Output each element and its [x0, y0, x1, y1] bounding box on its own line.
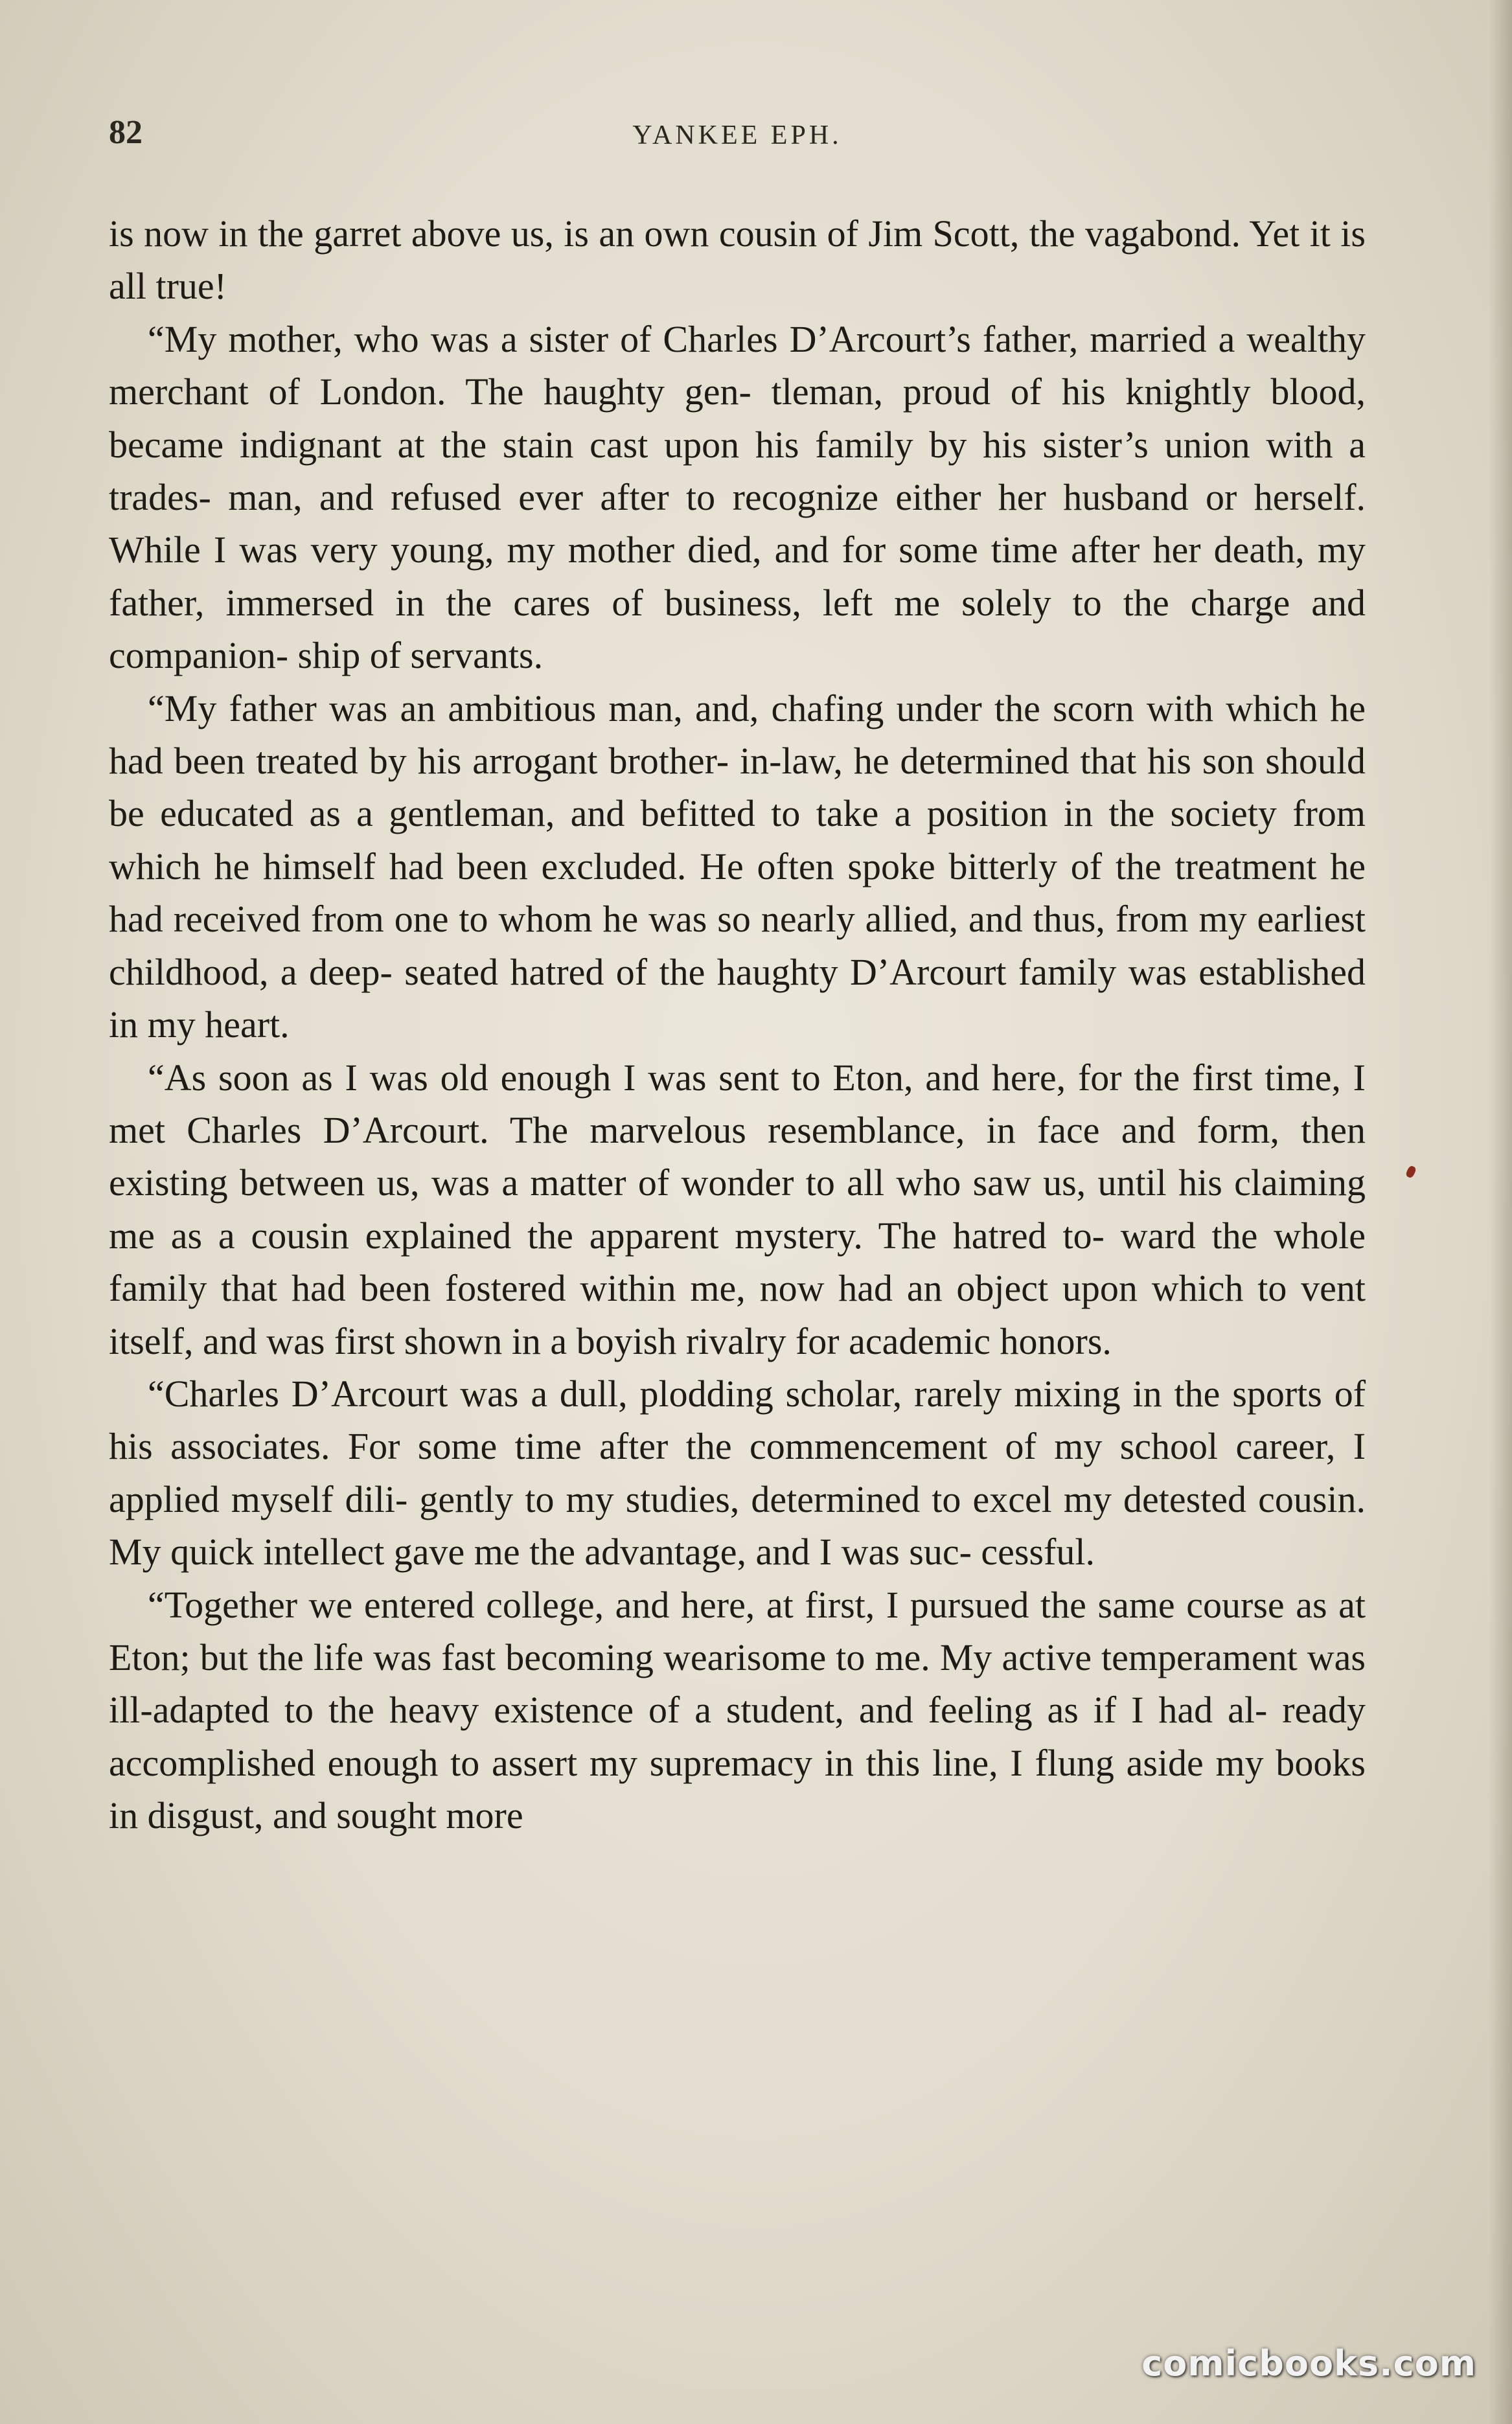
- text-line: the heavy existence of a student, and feeling as if I had al-: [328, 1689, 1268, 1732]
- text-line: which he himself had been excluded. He often spoke bitterly: [109, 845, 1058, 887]
- ink-speck: [1405, 1165, 1417, 1178]
- text-line: tleman, proud of his knightly blood, became indignant at the: [109, 371, 1366, 466]
- text-line: in a boyish rivalry for academic honors.: [511, 1320, 1112, 1362]
- paragraph: [109, 207, 1366, 313]
- text-line: seated hatred of the haughty D’Arcourt family was established: [404, 950, 1366, 993]
- text-line: cessful.: [981, 1531, 1095, 1573]
- text-line: ward the whole family that had been fostered within me, now: [109, 1214, 1366, 1310]
- text-line: in-law, he determined that his son should be educated as a: [109, 740, 1366, 835]
- text-line: as a cousin explained the apparent mystery. The hatred to-: [170, 1214, 1105, 1257]
- text-line: resemblance, in face and form, then existing between us, was: [109, 1108, 1366, 1204]
- text-line: in my heart.: [109, 1003, 290, 1046]
- text-line: of the treatment he had received from one to whom he was: [109, 845, 1366, 941]
- text-line: ready accomplished enough to assert my supremacy in this: [109, 1689, 1366, 1784]
- text-line: the commencement of my school career, I applied myself dili-: [109, 1425, 1366, 1520]
- text-line: is now in the garret above us, is an own cousin of Jim Scott,: [109, 212, 1020, 255]
- paragraph: [109, 1579, 1366, 1842]
- text-line: gentleman, and befitted to take a position in the society from: [389, 792, 1366, 835]
- text-line: “As soon as I was old enough I was sent to Eton, and here,: [148, 1056, 1066, 1099]
- text-line: “My mother, who was a sister of Charles D’Arcourt’s father,: [148, 317, 1079, 360]
- text-line: had an object upon which to vent itself, and was first shown: [109, 1267, 1366, 1362]
- text-line: My quick intellect gave me the advantage, and I was suc-: [109, 1531, 972, 1573]
- paragraph: [109, 682, 1366, 1051]
- paragraph: [109, 313, 1366, 682]
- text-line: scorn with which he had been treated by his arrogant brother-: [109, 687, 1366, 783]
- text-line: or herself. While I was very young, my mother died, and: [109, 476, 1366, 571]
- watermark: comicbooks.com: [1141, 2343, 1476, 2384]
- text-line: married a wealthy merchant of London. The haughty gen-: [109, 317, 1366, 413]
- text-line: a matter of wonder to all who saw us, until his claiming me: [109, 1161, 1366, 1257]
- text-line: line, I flung aside my books in disgust, and sought more: [109, 1741, 1366, 1837]
- text-line: gently to my studies, determined to excel my detested cousin.: [419, 1478, 1366, 1520]
- text-line: for some time after her death, my father, immersed in the: [109, 529, 1366, 624]
- text-line: for the first time, I met Charles D’Arcourt. The marvelous: [109, 1056, 1366, 1151]
- text-line: man, and refused ever after to recognize either her husband: [228, 476, 1189, 519]
- paragraph: [109, 1367, 1366, 1579]
- page-number: 82: [109, 114, 143, 151]
- text-line: cares of business, left me solely to the charge and companion-: [109, 581, 1366, 677]
- text-line: mixing in the sports of his associates. For some time after: [109, 1372, 1366, 1468]
- text-line: stain cast upon his family by his sister’s union with a trades-: [109, 423, 1366, 519]
- text-line: the vagabond. Yet it is all true!: [109, 212, 1366, 308]
- text-line: the same course as at Eton; but the life was fast becoming: [109, 1583, 1366, 1678]
- text-line: so nearly allied, and thus, from my earliest childhood, a deep-: [109, 898, 1366, 993]
- page-header: [109, 113, 1366, 165]
- text-line: ship of servants.: [297, 634, 544, 677]
- text-line: “Together we entered college, and here, at first, I pursued: [148, 1583, 1029, 1626]
- paragraph: [109, 1051, 1366, 1367]
- running-title: YANKEE EPH.: [632, 120, 842, 150]
- page-edge-shadow: [1489, 0, 1512, 2424]
- text-line: wearisome to me. My active temperament was ill-adapted to: [109, 1636, 1366, 1732]
- text-line: “Charles D’Arcourt was a dull, plodding scholar, rarely: [148, 1372, 1002, 1415]
- text-line: “My father was an ambitious man, and, chafing under the: [148, 687, 1040, 729]
- body-text: [109, 207, 1366, 1842]
